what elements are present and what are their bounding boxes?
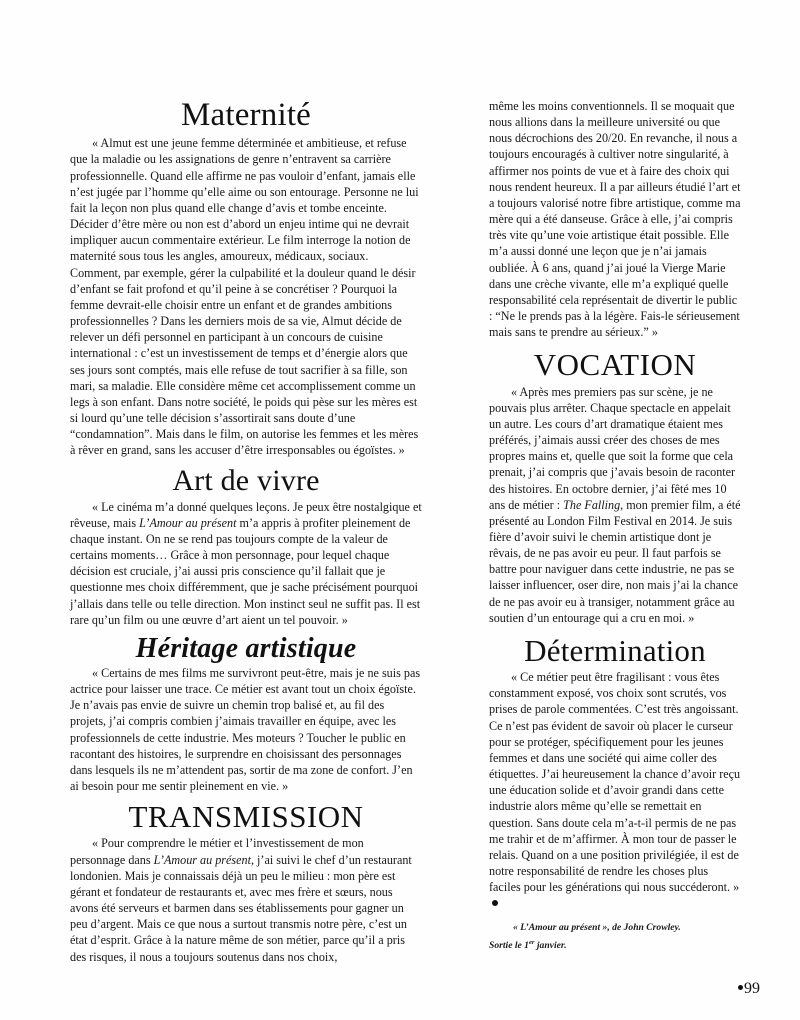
heading-maternite: Maternité [180, 97, 312, 133]
paragraph-heritage-artistique: « Certains de mes films me survivront peut-être, mais je ne suis pas actrice pour laisser une trace. Ce métier est avant tout un choix égoïste. Je n’avais pas envie de suivre un chemin trop balisé et, au fil des projets, j’ai compris combien j’aimais travailler en équipe, avec les professionnels de cette industrie. Mes moteurs ? Toucher le public en racontant des histoires, le surprendre en choisissant des personnages dans lesquels ils ne m’attendent pas, sortir de ma zone de confort. J’en ai besoin pour me sentir pleinement en vie. » [70, 665, 421, 794]
section-transmission [70, 801, 422, 964]
credit-release-ordinal: er [528, 938, 535, 946]
folio-page-number: 99 [744, 980, 760, 997]
paragraph-maternite: « Almut est une jeune femme déterminée et ambitieuse, et refuse que la maladie ou les assignations de genre n’entravent sa carrière professionnelle. Quand elle affirme ne pas vouloir d’enfant, jamais elle n’est jugée par l’homme qu’elle aime ou son entourage. Personne ne lui fait la leçon non plus quand elle change d’avis et tombe enceinte. Décider d’être mère ou non est d’abord un enjeu intime qui ne devrait impliquer aucun commentaire extérieur. Le film interroge la notion de maternité sous tous les angles, amoureux, médicaux, sociaux. Comment, par exemple, gérer la culpabilité et la douleur quand le désir d’enfant se fait profond et qu’il peine à se concrétiser ? Pourquoi la femme devrait-elle choisir entre un enfant et de grandes ambitions professionnelles ? Dans les derniers mois de sa vie, Almut décide de relever un défi personnel en participant à un concours de cuisine international : c’est un investissement de temps et d’énergie alors que ses jours sont comptés, mais elle refuse de tout sacrifier à sa fille, son mari, sa maladie. Elle considère même cet accomplissement comme un legs à son enfant. Dans notre société, le poids qui pèse sur les mères est si lourd qu’une telle décision s’assortirait sans doute d’une “condamnation”. Mais dans le film, on autorise les femmes et les mères à rêver en grand, sans les accuser d’être irresponsables ou égoïstes. » [70, 136, 419, 458]
paragraph-transmission: « Pour comprendre le métier et l’investissement de mon personnage dans L’Amour au présent, j’ai suivi le chef d’un restaurant londonien. Mais je connaissais déjà un peu le milieu : mon père est gérant et fondateur de restaurants et, avec mes frère et sœurs, nous avons été serveurs et barmen dans ses établissements pour gagner un peu d’argent. Mais ce que nous a surtout transmis notre père, c’est un état d’esprit. Grâce à la nature même de son métier, parce qu’il a pris des risques, il nous a toujours soutenus dans nos choix, [70, 836, 412, 964]
end-of-article-mark [492, 900, 498, 906]
paragraph-transmission-continued: même les moins conventionnels. Il se moquait que nous allions dans la meilleure université ou que nous décrochions des 20/20. En revanche, il nous a toujours encouragés à cultiver notre singularité, à affirmer nos points de vue et à faire des choix qui nous rendent heureux. Il a par ailleurs étudié l’art et a toujours valorisé notre fibre artistique, comme ma mère qui a été danseuse. Grâce à elle, j’ai compris très vite qu’une voie artistique était possible. Elle m’a aussi donné une leçon que je n’ai jamais oubliée. À 6 ans, quand j’ai joué la Vierge Marie dans une crèche vivante, elle m’a expliqué quelle responsabilité cela représentait de divertir le public : “Ne le prends pas à la légère. Fais-le sérieusement mais sans te prendre au sérieux.” » [489, 99, 741, 340]
credit-release-suffix: janvier. [534, 939, 567, 951]
section-maternite [70, 98, 422, 458]
folio-dot-icon [738, 985, 743, 990]
credit-line-film: « L’Amour au présent », de John Crowley. [513, 921, 681, 933]
right-column [489, 98, 741, 953]
paragraph-determination: « Ce métier peut être fragilisant : vous êtes constamment exposé, vos choix sont scrutés, vos prises de parole commentées. C’est très angoissant. Ce n’est pas évident de savoir où placer le curseur pour se protéger, spécifiquement pour les jeunes femmes et dans une société qui aime coller des étiquettes. J’ai heureusement la chance d’avoir reçu une éducation solide et d’avoir grandi dans cette industrie alors même qu’elle se remettait en question. Sans doute cela m’a-t-il permis de ne pas me trahir et de m’affirmer. À mon tour de passer le relais. Quand on a une position privilégiée, il est de notre responsabilité de rendre les choses plus faciles pour les générations qui nous succéderont. » [489, 669, 741, 911]
paragraph-art-de-vivre: « Le cinéma m’a donné quelques leçons. Je peux être nostalgique et rêveuse, mais L’Amour au présent m’a appris à profiter pleinement de chaque instant. On ne se rend pas toujours compte de la valeur de certains moments… Grâce à mon personnage, pour lequel chaque décision est cruciale, j’ai aussi pris conscience qu’il fallait que je questionne mes choix différemment, que je sache précisément pourquoi j’allais dans telle ou telle direction. Mon instinct seul ne suffit pas. Il est rare qu’un film ou une œuvre d’art aient un tel pouvoir. » [70, 499, 422, 627]
heading-art-de-vivre: Art de vivre [172, 464, 320, 498]
heading-transmission: TRANSMISSION [128, 799, 364, 835]
heading-heritage-artistique: Héritage artistique [135, 632, 357, 664]
section-vocation [489, 349, 741, 626]
section-art-de-vivre [70, 465, 422, 627]
left-column [70, 98, 422, 965]
heading-vocation: VOCATION [533, 347, 697, 383]
section-heritage-artistique [70, 634, 422, 794]
credit-release-prefix: Sortie le 1 [489, 939, 529, 951]
paragraph-vocation: « Après mes premiers pas sur scène, je ne pouvais plus arrêter. Chaque spectacle en appelait un autre. Les cours d’art dramatique étaient mes préférés, j’aimais aussi créer des choses de mes propres mains et, quelle que soit la forme que cela prenait, j’ai compris que j’avais besoin de raconter des histoires. En octobre dernier, j’ai fêté mes 10 ans de métier : The Falling, mon premier film, a été présenté au London Film Festival en 2014. Je suis fière d’avoir suivi le chemin artistique dont je rêvais, de ne pas avoir eu peur. Il faut parfois se battre pour naviguer dans cette industrie, ne pas se laisser influencer, oser dire, non mais j’ai la chance de ne pas avoir eu à transiger, notamment grâce au soutien d’un entourage qui a cru en moi. » [489, 384, 741, 625]
page-folio [738, 980, 760, 998]
credit-line-release [489, 936, 741, 953]
section-determination [489, 632, 741, 912]
heading-determination: Détermination [524, 632, 706, 668]
